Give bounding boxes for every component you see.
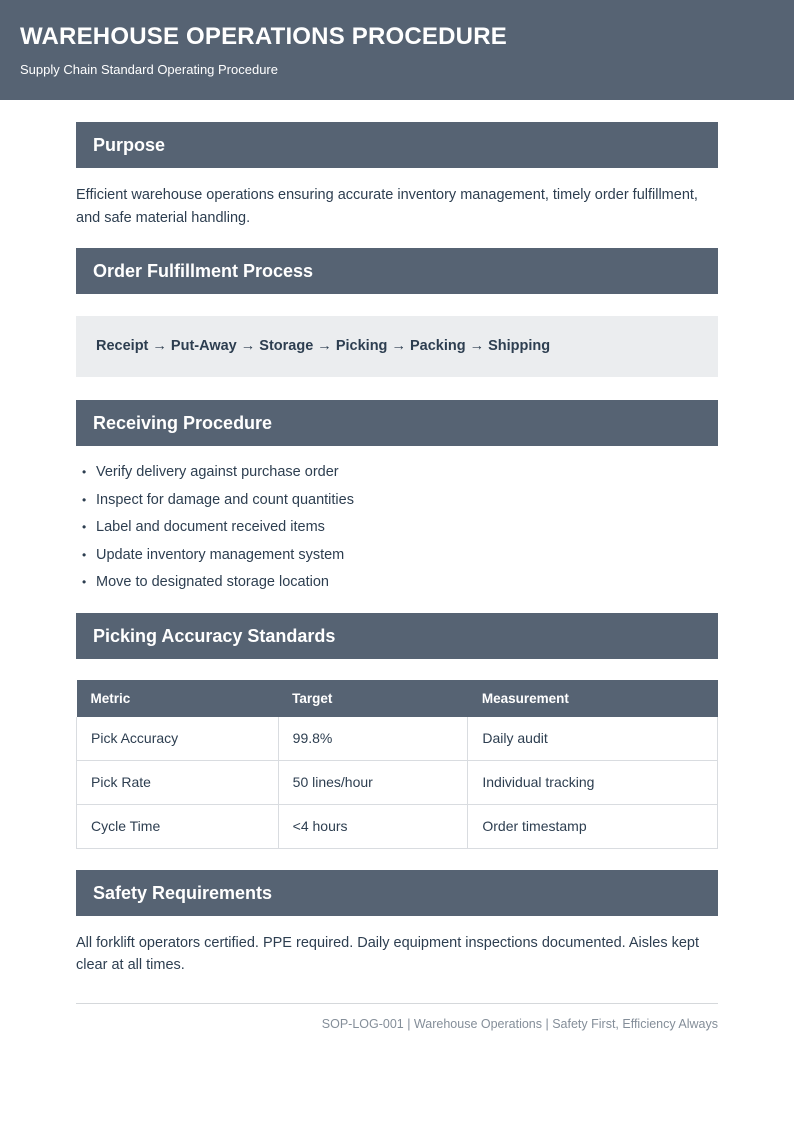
footer-text: SOP-LOG-001 | Warehouse Operations | Safety First, Efficiency Always <box>321 1016 718 1031</box>
table-row <box>77 804 718 848</box>
bullet-icon: • <box>82 547 87 562</box>
column-header-metric: Metric <box>77 680 279 717</box>
footer-divider <box>76 1003 718 1004</box>
list-item <box>76 459 718 487</box>
table-cell: Pick Accuracy <box>77 717 279 761</box>
table-cell: Order timestamp <box>468 804 718 848</box>
section-order-fulfillment <box>76 248 718 377</box>
document-body <box>76 122 718 1032</box>
table-cell: <4 hours <box>278 804 468 848</box>
process-flow-text: Receipt → Put-Away → Storage → Picking → Packing → Shipping <box>96 338 551 354</box>
list-item <box>76 569 718 597</box>
purpose-body-text: Efficient warehouse operations ensuring accurate inventory management, timely order fulfillment, and safe material handling. <box>76 187 698 226</box>
list-item <box>76 514 718 542</box>
section-heading-order-fulfillment: Order Fulfillment Process <box>76 248 718 294</box>
section-safety <box>76 870 718 977</box>
column-header-measurement: Measurement <box>468 680 718 717</box>
table-cell: Pick Rate <box>77 760 279 804</box>
section-heading-receiving: Receiving Procedure <box>76 400 718 446</box>
section-heading-safety: Safety Requirements <box>76 870 718 916</box>
list-item <box>76 487 718 515</box>
bullet-icon: • <box>82 575 87 589</box>
list-item-text: Inspect for damage and count quantities <box>96 491 354 508</box>
table-header-row <box>77 680 718 717</box>
section-purpose <box>76 122 718 229</box>
table-cell: 50 lines/hour <box>278 760 468 804</box>
table-row <box>77 717 718 761</box>
metrics-table <box>76 680 718 849</box>
table-cell: Individual tracking <box>468 760 718 804</box>
list-item <box>76 542 718 570</box>
document-title: WAREHOUSE OPERATIONS PROCEDURE <box>20 23 507 50</box>
section-heading-purpose: Purpose <box>76 122 718 168</box>
list-item-text: Verify delivery against purchase order <box>96 464 339 480</box>
document-subtitle: Supply Chain Standard Operating Procedure <box>20 62 278 77</box>
document-header <box>0 0 794 100</box>
safety-body-text: All forklift operators certified. PPE required. Daily equipment inspections documented. Aisles kept clear at all times. <box>76 934 700 973</box>
section-picking-accuracy <box>76 613 718 849</box>
bullet-icon: • <box>82 520 87 534</box>
process-flow-box <box>76 316 718 377</box>
list-item-text: Move to designated storage location <box>96 574 329 590</box>
receiving-steps-list <box>76 459 718 597</box>
list-item-text: Update inventory management system <box>96 546 345 563</box>
bullet-icon: • <box>82 465 87 479</box>
table-row <box>77 760 718 804</box>
bullet-icon: • <box>82 492 87 507</box>
list-item-text: Label and document received items <box>96 519 325 535</box>
section-heading-picking-accuracy: Picking Accuracy Standards <box>76 613 718 659</box>
section-receiving <box>76 400 718 597</box>
table-cell: Cycle Time <box>77 804 279 848</box>
column-header-target: Target <box>278 680 468 717</box>
table-cell: 99.8% <box>278 717 468 761</box>
table-cell: Daily audit <box>468 717 718 761</box>
